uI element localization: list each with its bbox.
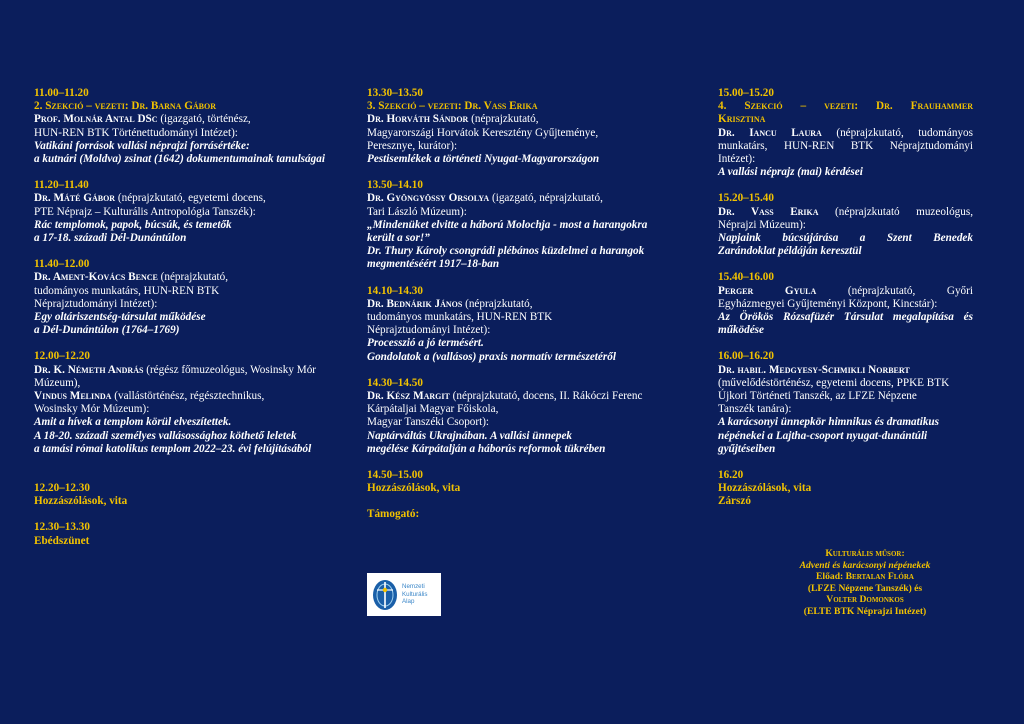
speaker-name: Dr. habil. Medgyesy-Schmikli Norbert xyxy=(718,363,910,376)
talk-title: a kutnári (Moldva) zsinat (1642) dokumentumainak tanulságai xyxy=(34,153,325,166)
slot-time: 16.00–16.20 xyxy=(718,350,774,363)
talk-title: megélése Kárpátalján a háborús reformok tükrében xyxy=(367,442,606,455)
speaker-affiliation: Wosinsky Mór Múzeum): xyxy=(34,403,150,416)
speaker: Dr. Kész Margit (néprajzkutató, docens, II. Rákóczi Ferenc xyxy=(367,390,643,403)
slot-time: 11.00–11.20 xyxy=(34,87,89,99)
talk-title: A 18-20. századi személyes vallásossághoz köthető leletek xyxy=(34,429,297,442)
slot-time: 11.20–11.40 xyxy=(34,179,89,192)
talk-title: megmentéséért 1917–18-ban xyxy=(367,258,500,271)
discussion-label: Hozzászólások, vita xyxy=(367,482,461,495)
section-title: 3. Szekció – vezeti: Dr. Vass Erika xyxy=(367,100,538,113)
discussion-label: Hozzászólások, vita xyxy=(718,482,812,495)
speaker-affiliation: Magyar Tanszéki Csoport): xyxy=(367,416,490,429)
performer: Volter Domonkos xyxy=(826,594,904,606)
logo-text: Nemzeti xyxy=(402,583,425,591)
talk-title: Vatikáni források vallási néprajzi forrásértéke: xyxy=(34,139,250,152)
talk-title: Zarándoklat példáján keresztül xyxy=(718,245,862,258)
slot-time: 15.00–15.20 xyxy=(718,87,774,99)
talk-title: Amit a hívek a templom körül elveszítettek. xyxy=(34,416,232,429)
program-subtitle: Adventi és karácsonyi népénekek xyxy=(799,559,931,571)
speaker: Prof. Molnár Antal DSc (igazgató, történész, xyxy=(34,113,251,126)
talk-title: Pestisemlékek a történeti Nyugat-Magyarországon xyxy=(367,153,600,166)
column-right xyxy=(718,87,973,509)
column-left xyxy=(34,87,364,548)
talk-title: a Dél-Dunántúlon (1764–1769) xyxy=(34,324,180,337)
slot-time: 15.40–16.00 xyxy=(718,271,774,284)
speaker: Perger Gyula (néprajzkutató, Győri xyxy=(718,284,973,297)
lunch-label: Ebédszünet xyxy=(34,534,90,547)
speaker: Dr. Bednárik János (néprajzkutató, xyxy=(367,297,533,310)
talk-title: A vallási néprajz (mai) kérdései xyxy=(718,166,863,179)
speaker-affiliation: tudományos munkatárs, HUN-REN BTK xyxy=(34,284,220,297)
slot-time: 12.30–13.30 xyxy=(34,521,90,534)
talk-title: került a sor!” xyxy=(367,232,430,245)
speaker-affiliation: Egyházmegyei Gyűjteményi Központ, Kincstár): xyxy=(718,297,938,310)
slot-time: 14.50–15.00 xyxy=(367,469,423,482)
talk-title: Rác templomok, papok, búcsúk, és temetők xyxy=(34,218,232,231)
speaker: Dr. Iancu Laura (néprajzkutató, tudományos xyxy=(718,126,973,139)
performer-affiliation: (LFZE Népzene Tanszék) és xyxy=(807,582,923,594)
talk-title: gyűjtéseiben xyxy=(718,442,776,455)
speaker: Vindus Melinda (vallástörténész, régésztechnikus, xyxy=(34,390,265,403)
speaker-affiliation: HUN-REN BTK Történettudományi Intézet): xyxy=(34,126,238,139)
speaker-affiliation: Tari László Múzeum): xyxy=(367,205,467,218)
slot-time: 15.20–15.40 xyxy=(718,192,774,205)
talk-title: a 17-18. századi Dél-Dunántúlon xyxy=(34,232,187,245)
speaker-affiliation: Tanszék tanára): xyxy=(718,403,792,416)
speaker-affiliation: Néprajztudományi Intézet): xyxy=(34,297,158,310)
speaker: Dr. K. Németh András (régész főmuzeológus, Wosinsky Mór xyxy=(34,363,317,376)
logo-text: Alap xyxy=(402,598,415,606)
performer: Előad: Bertalan Flóra xyxy=(816,571,914,583)
performer-affiliation: (ELTE BTK Néprajzi Intézet) xyxy=(803,605,927,617)
talk-title: Az Örökös Rózsafüzér Társulat megalapítása és xyxy=(718,311,973,324)
talk-title: Napjaink búcsújárása a Szent Benedek xyxy=(718,232,973,245)
talk-title: működése xyxy=(718,324,764,337)
speaker: Dr. Máté Gábor (néprajzkutató, egyetemi docens, xyxy=(34,192,266,205)
speaker-affiliation: Kárpátaljai Magyar Főiskola, xyxy=(367,403,499,416)
slot-time: 12.00–12.20 xyxy=(34,350,90,363)
speaker-affiliation: (művelődéstörténész, egyetemi docens, PPKE BTK xyxy=(718,376,950,389)
nka-emblem-icon xyxy=(371,578,399,612)
slot-time: 11.40–12.00 xyxy=(34,258,90,271)
speaker-affiliation: Néprajzi Múzeum): xyxy=(718,218,806,231)
slot-time: 13.30–13.50 xyxy=(367,87,423,99)
talk-title: „Mindenüket elvitte a háború Molochja - most a harangokra xyxy=(367,218,648,231)
sponsor-label: Támogató: xyxy=(367,508,420,521)
speaker-affiliation: Múzeum), xyxy=(34,376,81,389)
slot-time: 16.20 xyxy=(718,469,744,482)
section-title: 2. Szekció – vezeti: Dr. Barna Gábor xyxy=(34,100,217,113)
cultural-program xyxy=(790,548,940,618)
speaker-affiliation: Néprajztudományi Intézet): xyxy=(367,324,491,337)
speaker-affiliation: Intézet): xyxy=(718,153,756,166)
closing-label: Zárszó xyxy=(718,495,751,508)
section-title: 4. Szekció – vezeti: Dr. Frauhammer xyxy=(718,100,973,113)
talk-title: Egy oltáriszentség-társulat működése xyxy=(34,311,206,324)
slot-time: 12.20–12.30 xyxy=(34,482,90,495)
discussion-label: Hozzászólások, vita xyxy=(34,495,128,508)
speaker: Dr. Ament-Kovács Bence (néprajzkutató, xyxy=(34,271,229,284)
speaker-affiliation: PTE Néprajz – Kulturális Antropológia Tanszék): xyxy=(34,205,256,218)
talk-title: a tamási római katolikus templom 2022–23. évi felújításából xyxy=(34,442,312,455)
section-title: Krisztina xyxy=(718,113,766,126)
speaker-affiliation: munkatárs, HUN-REN BTK Néprajztudományi xyxy=(718,139,973,152)
speaker-affiliation: Újkori Történeti Tanszék, az LFZE Népzene xyxy=(718,390,917,403)
talk-title: A karácsonyi ünnepkör himnikus és dramatikus xyxy=(718,416,940,429)
speaker-affiliation: Peresznye, kurátor): xyxy=(367,139,458,152)
talk-title: Naptárváltás Ukrajnában. A vallási ünnepek xyxy=(367,429,573,442)
slot-time: 14.10–14.30 xyxy=(367,284,423,297)
slot-time: 14.30–14.50 xyxy=(367,376,423,389)
talk-title: Dr. Thury Károly csongrádi plébános küzdelmei a harangok xyxy=(367,245,645,258)
logo-text: Kulturális xyxy=(402,590,428,598)
speaker-affiliation: Magyarországi Horvátok Keresztény Gyűjteménye, xyxy=(367,126,599,139)
slot-time: 13.50–14.10 xyxy=(367,179,423,192)
nka-logo xyxy=(367,573,441,616)
program-title: Kulturális műsor: xyxy=(825,548,905,559)
speaker: Dr. Gyöngyössy Orsolya (igazgató, néprajzkutató, xyxy=(367,192,603,205)
speaker: Dr. Horváth Sándor (néprajzkutató, xyxy=(367,113,539,126)
speaker: Dr. Vass Erika (néprajzkutató muzeológus, xyxy=(718,205,973,218)
talk-title: Processzió a jó termésért. xyxy=(367,337,484,350)
speaker-name: Prof. Molnár Antal DSc xyxy=(34,113,158,126)
speaker-affiliation: tudományos munkatárs, HUN-REN BTK xyxy=(367,311,553,324)
talk-title: népénekei a Lajtha-csoport nyugat-dunántúli xyxy=(718,429,928,442)
talk-title: Gondolatok a (vallásos) praxis normatív természetéről xyxy=(367,350,616,363)
column-middle xyxy=(367,87,677,522)
